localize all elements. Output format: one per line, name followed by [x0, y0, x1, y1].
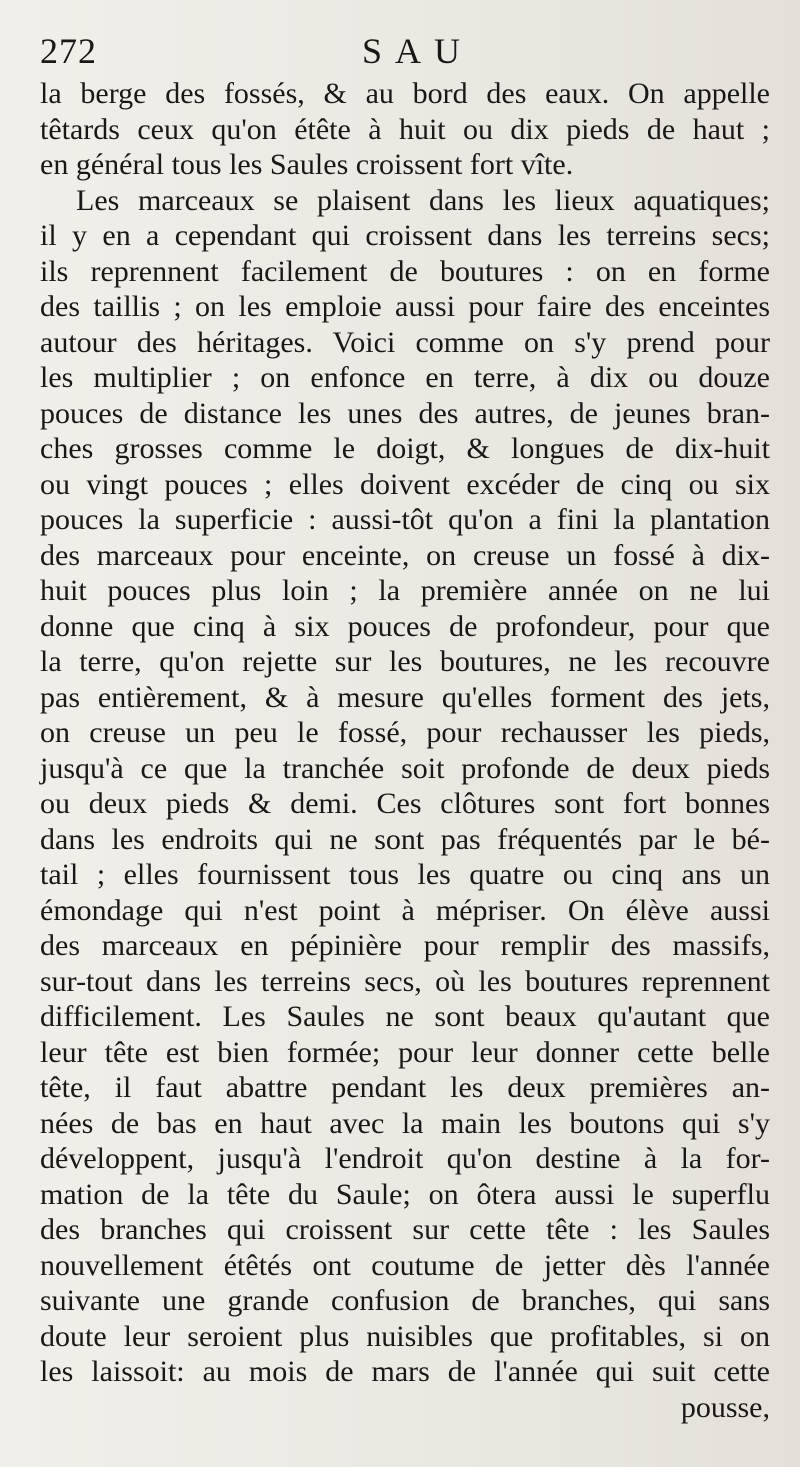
text-line: des branches qui croissent sur cette tête : les Saules	[40, 1213, 770, 1246]
text-line: ils reprennent facilement de boutures : on en forme	[40, 254, 770, 288]
text-line: Les marceaux se plaisent dans les lieux aquatiques;	[76, 183, 770, 217]
text-line: développent, jusqu'à l'endroit qu'on destine à la for-	[40, 1142, 770, 1175]
text-line: leur tête est bien formée; pour leur donner cette belle	[40, 1035, 770, 1069]
text-line: en général tous les Saules croissent fort vîte.	[40, 148, 574, 181]
text-line: ches grosses comme le doigt, & longues de dix-huit	[40, 432, 770, 465]
page-header	[40, 30, 770, 76]
text-line: il y en a cependant qui croissent dans les terreins secs;	[40, 219, 770, 252]
text-line: dans les endroits qui ne sont pas fréquentés par le bé-	[40, 822, 770, 856]
page-number: 272	[40, 31, 97, 71]
text-line: des taillis ; on les emploie aussi pour faire des enceintes	[40, 290, 770, 323]
text-line: pouces de distance les unes des autres, de jeunes bran-	[40, 396, 770, 430]
text-line: doute leur seroient plus nuisibles que profitables, si on	[40, 1319, 770, 1353]
text-line: la terre, qu'on rejette sur les boutures, ne les recouvre	[40, 645, 770, 678]
text-line: des marceaux pour enceinte, on creuse un fossé à dix-	[40, 538, 770, 572]
text-line: nées de bas en haut avec la main les boutons qui s'y	[40, 1106, 770, 1140]
text-line: les multiplier ; on enfonce en terre, à dix ou douze	[40, 361, 770, 394]
text-line: émondage qui n'est point à mépriser. On élève aussi	[40, 893, 770, 927]
text-line: suivante une grande confusion de branches, qui sans	[40, 1284, 770, 1317]
text-line: pouces la superficie : aussi-tôt qu'on a fini la plantation	[40, 503, 770, 536]
text-line: ou vingt pouces ; elles doivent excéder de cinq ou six	[40, 467, 770, 501]
running-head: SAU	[362, 31, 474, 71]
body-text	[40, 76, 770, 1390]
text-line: tête, il faut abattre pendant les deux premières an-	[40, 1071, 770, 1104]
text-line: nouvellement étêtés ont coutume de jetter dès l'année	[40, 1248, 770, 1282]
text-line: pas entièrement, & à mesure qu'elles forment des jets,	[40, 680, 770, 714]
text-line: des marceaux en pépinière pour remplir des massifs,	[40, 929, 770, 962]
text-line: on creuse un peu le fossé, pour rechausser les pieds,	[40, 716, 770, 749]
text-line: difficilement. Les Saules ne sont beaux qu'autant que	[40, 1000, 770, 1033]
text-line: jusqu'à ce que la tranchée soit profonde de deux pieds	[40, 751, 770, 785]
text-line: tail ; elles fournissent tous les quatre ou cinq ans un	[40, 858, 770, 891]
text-line: la berge des fossés, & au bord des eaux. On appelle	[40, 77, 770, 110]
text-line: autour des héritages. Voici comme on s'y prend pour	[40, 325, 770, 359]
text-line: donne que cinq à six pouces de profondeur, pour que	[40, 609, 770, 643]
text-line: têtards ceux qu'on étête à huit ou dix pieds de haut ;	[40, 112, 770, 146]
text-line: huit pouces plus loin ; la première année on ne lui	[40, 574, 770, 607]
text-line: sur-tout dans les terreins secs, où les boutures reprennent	[40, 964, 770, 998]
text-line: mation de la tête du Saule; on ôtera aussi le superflu	[40, 1177, 770, 1211]
catchword: pousse,	[680, 1391, 770, 1424]
text-line: ou deux pieds & demi. Ces clôtures sont fort bonnes	[40, 787, 770, 820]
text-line: les laissoit: au mois de mars de l'année qui suit cette	[40, 1355, 770, 1388]
